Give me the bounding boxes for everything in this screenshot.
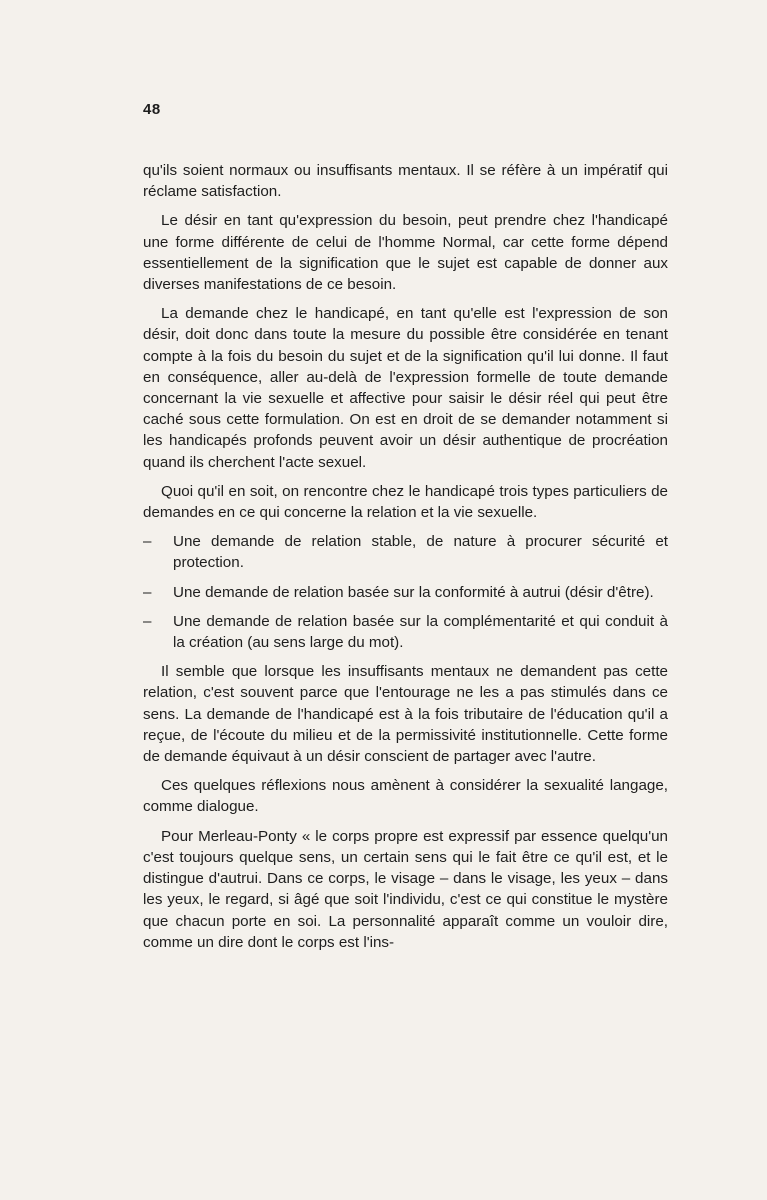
paragraph: Le désir en tant qu'expression du besoin, peut prendre chez l'handicapé une forme différente de celui de l'homme Normal, car cette forme dépend essentiellement de la signification que le sujet est capable de donner aux diverses manifestations de ce besoin. <box>143 212 668 294</box>
paragraph: La demande chez le handicapé, en tant qu'elle est l'expression de son désir, doit donc dans toute la mesure du possible être considérée en tenant compte à la fois du besoin du sujet et de la signification qu'il lui donne. Il faut en conséquence, aller au-delà de l'expression formelle de toute demande concernant la vie sexuelle et affective pour saisir le désir réel qui peut être caché sous cette formulation. On est en droit de se demander notamment si les handicapés profonds peuvent avoir un désir authentique de procréation quand ils cherchent l'acte sexuel. <box>143 305 668 471</box>
list-item-text: Une demande de relation basée sur la conformité à autrui (désir d'être). <box>173 583 654 601</box>
list-item <box>143 611 668 653</box>
list-item <box>143 582 668 603</box>
list-dash: – <box>143 612 152 630</box>
page-number: 48 <box>143 101 161 118</box>
paragraph: Quoi qu'il en soit, on rencontre chez le handicapé trois types particuliers de demandes en ce qui concerne la relation et la vie sexuelle. <box>143 482 668 522</box>
list-dash: – <box>143 583 152 601</box>
paragraph: Pour Merleau-Ponty « le corps propre est expressif par essence quelqu'un c'est toujours quelque sens, un certain sens qui le fait être ce qu'il est, et le distingue d'autrui. Dans ce corps, le visage – dans le visage, les yeux – dans les yeux, le regard, si âgé que soit l'individu, c'est ce qui constitue le mystère que chacun porte en soi. La personnalité apparaît comme un vouloir dire, comme un dire dont le corps est l'ins- <box>143 827 668 951</box>
list-item-text: Une demande de relation basée sur la complémentarité et qui conduit à la création (au sens large du mot). <box>173 612 668 652</box>
paragraph: qu'ils soient normaux ou insuffisants mentaux. Il se réfère à un impératif qui réclame satisfaction. <box>143 162 668 201</box>
list-item-text: Une demande de relation stable, de nature à procurer sécurité et protection. <box>173 533 668 572</box>
list-dash: – <box>143 533 152 551</box>
paragraph: Ces quelques réflexions nous amènent à considérer la sexualité langage, comme dialogue. <box>143 777 668 816</box>
body-text <box>143 160 668 961</box>
list-item <box>143 531 668 573</box>
paragraph: Il semble que lorsque les insuffisants mentaux ne demandent pas cette relation, c'est souvent parce que l'entourage ne les a pas stimulés dans ce sens. La demande de l'handicapé est à la fois tributaire de l'éducation qu'il a reçue, de l'écoute du milieu et de la permissivité institutionnelle. Cette forme de demande équivaut à un désir conscient de partager avec l'autre. <box>143 663 668 766</box>
